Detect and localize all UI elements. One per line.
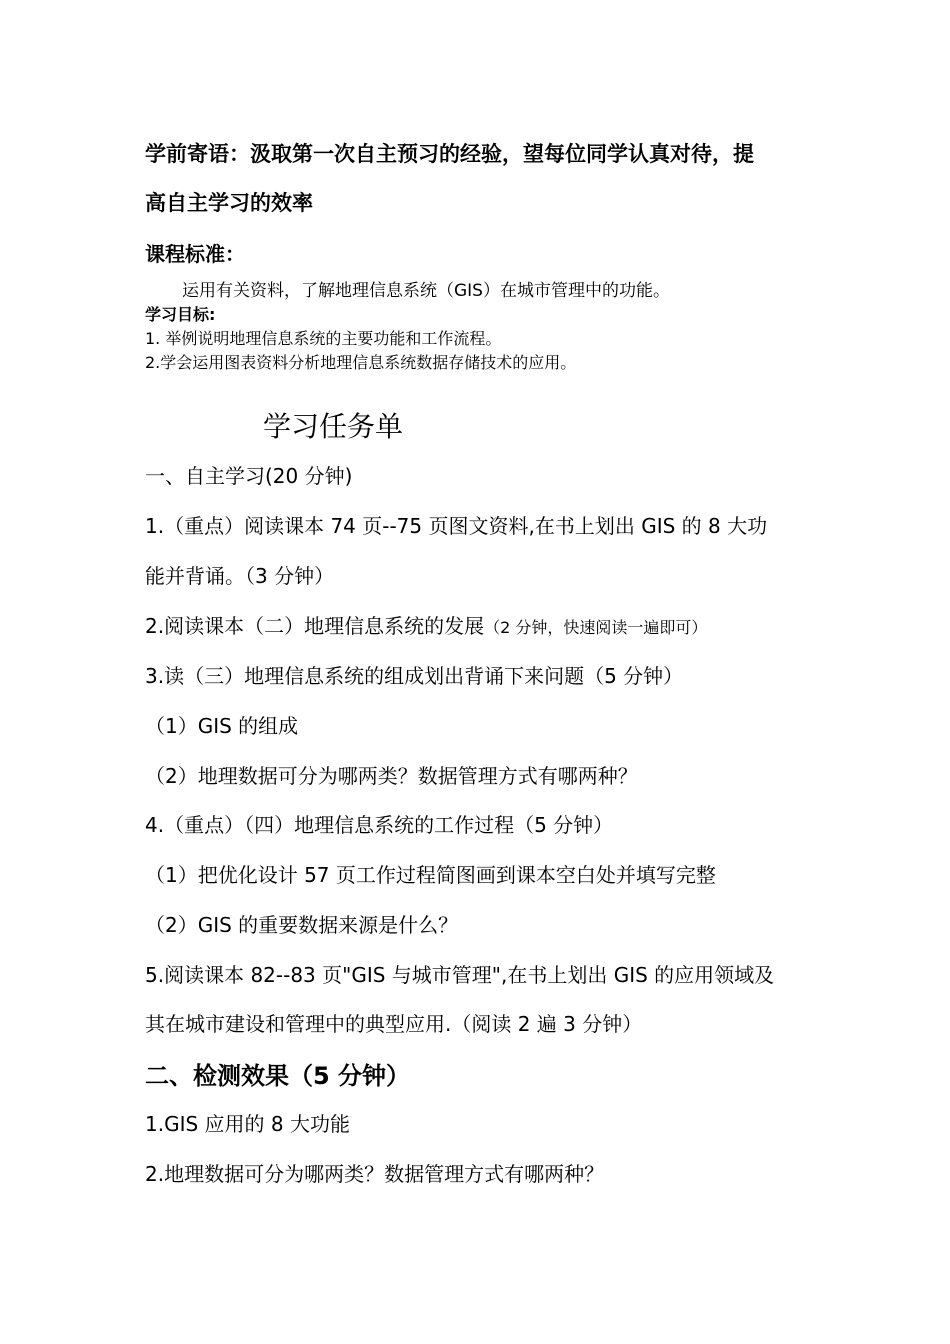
objective-item-1: 1. 举例说明地理信息系统的主要功能和工作流程。 bbox=[145, 329, 502, 348]
objectives-heading: 学习目标: bbox=[145, 305, 216, 324]
curriculum-text: 运用有关资料，了解地理信息系统（GIS）在城市管理中的功能。 bbox=[182, 281, 670, 301]
section1-item4-sub1: （1）把优化设计 57 页工作过程简图画到课本空白处并填写完整 bbox=[145, 863, 716, 887]
section1-item2 bbox=[145, 610, 707, 639]
curriculum-heading: 课程标准： bbox=[145, 242, 245, 266]
intro-line-2: 高自主学习的效率 bbox=[145, 191, 313, 215]
section2-heading: 二、检测效果（5 分钟） bbox=[145, 1062, 411, 1090]
section1-item3: 3.读（三）地理信息系统的组成划出背诵下来问题（5 分钟） bbox=[145, 664, 684, 688]
section1-item5-line2: 其在城市建设和管理中的典型应用.（阅读 2 遍 3 分钟） bbox=[145, 1012, 643, 1036]
section1-item3-sub1: （1）GIS 的组成 bbox=[145, 714, 299, 738]
section1-item2-note: （2 分钟，快速阅读一遍即可） bbox=[484, 618, 708, 637]
section2-item1: 1.GIS 应用的 8 大功能 bbox=[145, 1112, 350, 1136]
section1-item1-line2: 能并背诵。（3 分钟） bbox=[145, 564, 335, 588]
task-title: 学习任务单 bbox=[263, 410, 404, 443]
section1-item4: 4.（重点）（四）地理信息系统的工作过程（5 分钟） bbox=[145, 813, 614, 837]
section1-item1-line1: 1.（重点）阅读课本 74 页--75 页图文资料,在书上划出 GIS 的 8 大功 bbox=[145, 514, 768, 538]
intro-line-1: 学前寄语：汲取第一次自主预习的经验，望每位同学认真对待，提 bbox=[145, 142, 754, 166]
section1-item5-line1: 5.阅读课本 82--83 页"GIS 与城市管理",在书上划出 GIS 的应用领域及 bbox=[145, 963, 775, 987]
section1-item2-main: 2.阅读课本（二）地理信息系统的发展 bbox=[145, 614, 485, 638]
section2-item2: 2.地理数据可分为哪两类？数据管理方式有哪两种？ bbox=[145, 1162, 605, 1186]
section1-heading: 一、自主学习(20 分钟) bbox=[145, 464, 353, 488]
objective-item-2: 2.学会运用图表资料分析地理信息系统数据存储技术的应用。 bbox=[145, 353, 577, 372]
section1-item4-sub2: （2）GIS 的重要数据来源是什么？ bbox=[145, 913, 459, 937]
section1-item3-sub2: （2）地理数据可分为哪两类？数据管理方式有哪两种？ bbox=[145, 764, 638, 788]
